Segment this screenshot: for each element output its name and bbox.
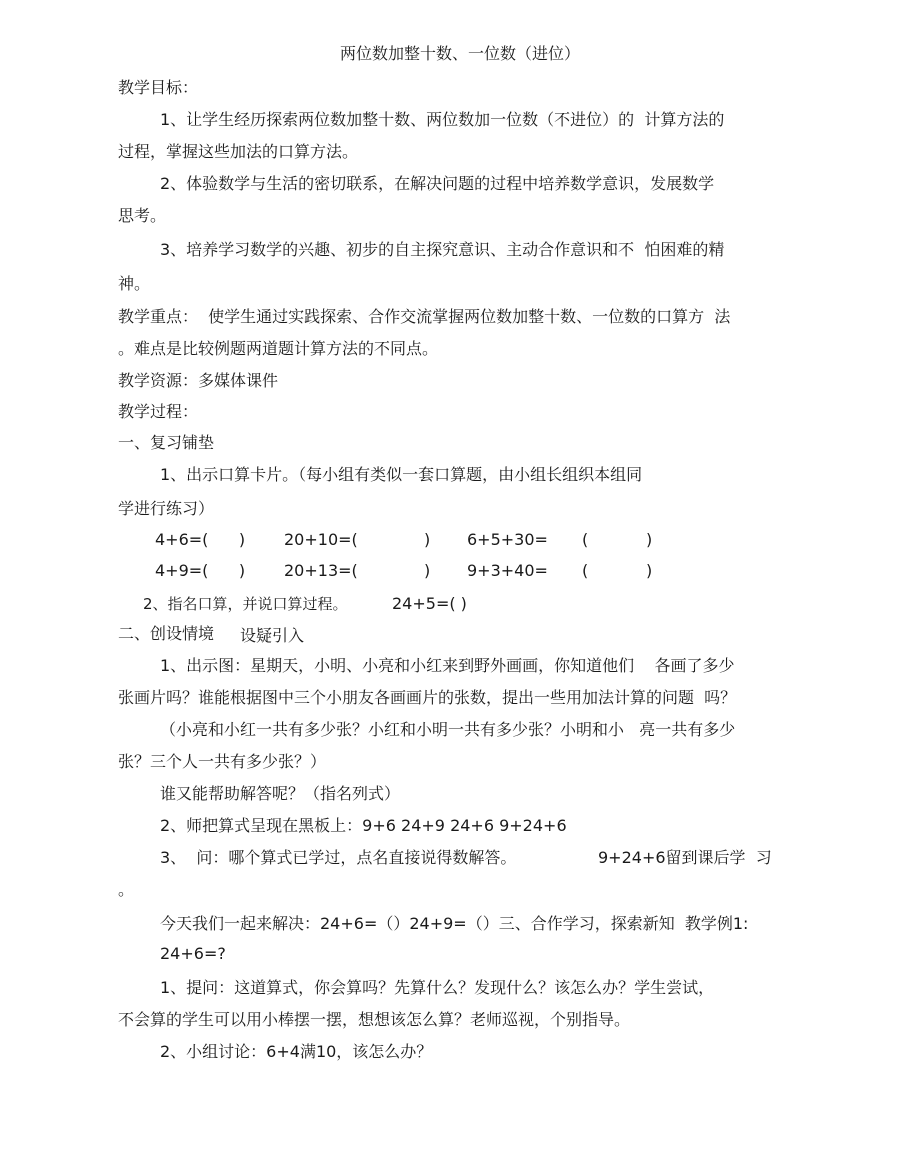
document-title: 两位数加整十数、一位数（进位） xyxy=(339,44,580,63)
drill-row-1-b: 20+10=( xyxy=(284,530,358,549)
scenario-line-2: 张画片吗？谁能根据图中三个小朋友各画画片的张数，提出一些用加法计算的问题 吗？ xyxy=(118,688,737,707)
today-line-2: 24+6=? xyxy=(160,944,226,963)
homework-note: 9+24+6留到课后学 习 xyxy=(598,848,772,867)
drill-row-1-c: 6+5+30= xyxy=(467,530,548,549)
scenario-line-5: 谁又能帮助解答呢？（指名列式） xyxy=(160,784,401,803)
goal-1-line-2: 过程，掌握这些加法的口算方法。 xyxy=(118,142,359,161)
drill-row-1-c-close: ) xyxy=(646,530,653,549)
group-discussion-line: 2、小组讨论：6+4满10，该怎么办？ xyxy=(160,1042,433,1061)
drill-row-2-c-open: ( xyxy=(582,561,589,580)
scenario-line-4: 张？三个人一共有多少张？） xyxy=(118,752,327,771)
ask-line-2: 不会算的学生可以用小棒摆一摆，想想该怎么算？老师巡视，个别指导。 xyxy=(118,1010,631,1029)
resources-line: 教学资源：多媒体课件 xyxy=(118,371,279,390)
section-heading-goals: 教学目标： xyxy=(118,78,199,97)
section-heading-process: 教学过程： xyxy=(118,402,199,421)
drill-row-2-c-close: ) xyxy=(646,561,653,580)
scenario-line-3: （小亮和小红一共有多少张？小红和小明一共有多少张？小明和小 亮一共有多少 xyxy=(160,720,736,739)
part-2-subheading: 设疑引入 xyxy=(240,626,305,645)
drill-row-1-a: 4+6=( ) xyxy=(155,530,246,549)
part-2-heading: 二、创设情境 xyxy=(118,624,215,643)
goal-2-line-1: 2、体验数学与生活的密切联系，在解决问题的过程中培养数学意识，发展数学 xyxy=(160,174,715,193)
today-line-1: 今天我们一起来解决：24+6=（）24+9=（）三、合作学习，探索新知 教学例1: xyxy=(160,914,749,933)
goal-3-line-2: 神。 xyxy=(118,274,151,293)
drill-row-1-c-open: ( xyxy=(582,530,589,549)
key-points-line-2: 。难点是比较例题两道题计算方法的不同点。 xyxy=(118,339,439,358)
review-line-1: 1、出示口算卡片。（每小组有类似一套口算题，由小组长组织本组同 xyxy=(160,465,643,484)
drill-row-1-b-close: ) xyxy=(424,530,431,549)
key-points-line-1: 教学重点： 使学生通过实践探索、合作交流掌握两位数加整十数、一位数的口算方 法 xyxy=(118,307,731,326)
goal-3-line-1: 3、培养学习数学的兴趣、初步的自主探究意识、主动合作意识和不 怕困难的精 xyxy=(160,240,725,259)
question-line: 3、 问：哪个算式已学过，点名直接说得数解答。 xyxy=(160,848,517,867)
period-line: 。 xyxy=(118,880,135,899)
drill-row-2-c: 9+3+40= xyxy=(467,561,548,580)
scenario-line-1: 1、出示图：星期天，小明、小亮和小红来到野外画画，你知道他们 各画了多少 xyxy=(160,656,735,675)
review-line-2: 学进行练习） xyxy=(118,499,215,518)
part-1-heading: 一、复习铺垫 xyxy=(118,433,215,452)
goal-1-line-1: 1、让学生经历探索两位数加整十数、两位数加一位数（不进位）的 计算方法的 xyxy=(160,110,725,129)
oral-calc-problem: 24+5=( ) xyxy=(392,594,467,613)
drill-row-2-b-close: ) xyxy=(424,561,431,580)
oral-calc-instruction: 2、指名口算，并说口算过程。 xyxy=(143,595,348,613)
drill-row-2-a: 4+9=( ) xyxy=(155,561,246,580)
ask-line-1: 1、提问：这道算式，你会算吗？先算什么？发现什么？该怎么办？学生尝试， xyxy=(160,978,715,997)
drill-row-2-b: 20+13=( xyxy=(284,561,358,580)
blackboard-line: 2、师把算式呈现在黑板上：9+6 24+9 24+6 9+24+6 xyxy=(160,816,567,835)
goal-2-line-2: 思考。 xyxy=(118,206,167,225)
